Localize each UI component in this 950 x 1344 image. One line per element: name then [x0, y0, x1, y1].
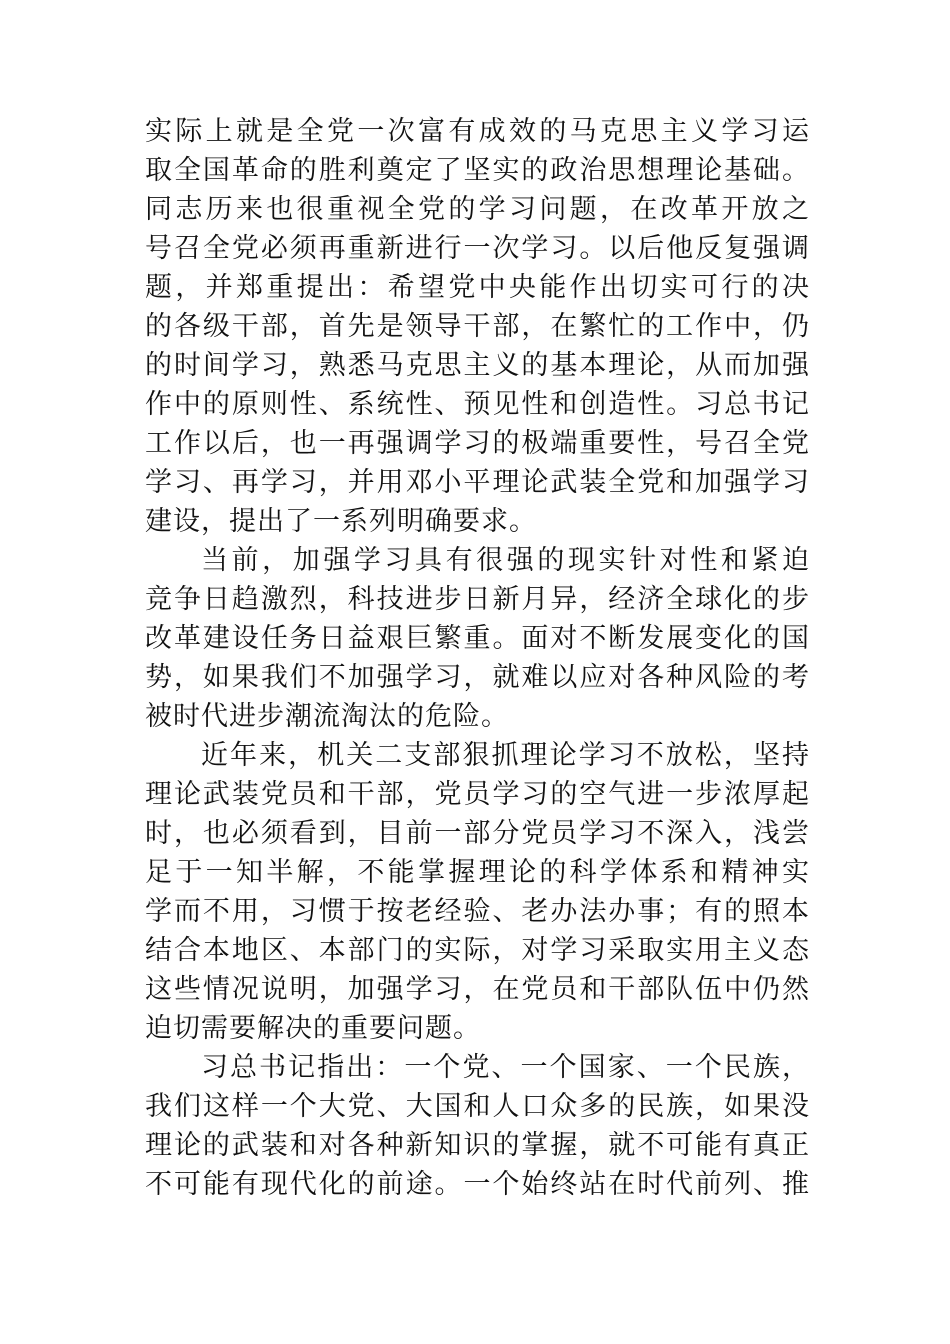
paragraph-3-line: 结合本地区、本部门的实际，对学习采取实用主义态 [145, 935, 810, 966]
paragraph-2-line: 当前，加强学习具有很强的现实针对性和紧迫 [201, 545, 810, 576]
paragraph-3-line: 理论武装党员和干部，党员学习的空气进一步浓厚起 [145, 779, 810, 810]
paragraph-1-line: 作中的原则性、系统性、预见性和创造性。习总书记 [145, 389, 810, 420]
paragraph-3-line: 学而不用，习惯于按老经验、老办法办事；有的照本 [145, 896, 810, 927]
body-text [145, 112, 810, 1204]
paragraph-4-line: 理论的武装和对各种新知识的掌握，就不可能有真正 [145, 1130, 810, 1161]
paragraph-3-line: 迫切需要解决的重要问题。 [145, 1013, 481, 1044]
paragraph-2-line: 被时代进步潮流淘汰的危险。 [145, 701, 509, 732]
paragraph-1-line: 号召全党必须再重新进行一次学习。以后他反复强调 [145, 233, 810, 264]
paragraph-4-line: 习总书记指出：一个党、一个国家、一个民族， [201, 1052, 810, 1083]
paragraph-1-line: 同志历来也很重视全党的学习问题，在改革开放之 [145, 194, 810, 225]
paragraph-4-line: 不可能有现代化的前途。一个始终站在时代前列、推 [145, 1169, 810, 1200]
paragraph-1-line: 实际上就是全党一次富有成效的马克思主义学习运 [145, 116, 810, 147]
paragraph-3-line: 足于一知半解，不能掌握理论的科学体系和精神实 [145, 857, 810, 888]
paragraph-3-line: 近年来，机关二支部狠抓理论学习不放松，坚持 [201, 740, 810, 771]
paragraph-1-line: 学习、再学习，并用邓小平理论武装全党和加强学习 [145, 467, 810, 498]
paragraph-1-line: 工作以后，也一再强调学习的极端重要性，号召全党 [145, 428, 810, 459]
paragraph-4-line: 我们这样一个大党、大国和人口众多的民族，如果没 [145, 1091, 810, 1122]
paragraph-3-line: 这些情况说明，加强学习，在党员和干部队伍中仍然 [145, 974, 810, 1005]
paragraph-1-line: 的各级干部，首先是领导干部，在繁忙的工作中，仍 [145, 311, 810, 342]
paragraph-1-line: 建设，提出了一系列明确要求。 [145, 506, 537, 537]
paragraph-1-line: 题，并郑重提出：希望党中央能作出切实可行的决 [145, 272, 810, 303]
paragraph-2-line: 竞争日趋激烈，科技进步日新月异，经济全球化的步 [145, 584, 810, 615]
paragraph-2-line: 改革建设任务日益艰巨繁重。面对不断发展变化的国 [145, 623, 810, 654]
paragraph-3-line: 时，也必须看到，目前一部分党员学习不深入，浅尝 [145, 818, 810, 849]
paragraph-1-line: 取全国革命的胜利奠定了坚实的政治思想理论基础。 [145, 155, 810, 186]
paragraph-1-line: 的时间学习，熟悉马克思主义的基本理论，从而加强 [145, 350, 810, 381]
paragraph-2-line: 势，如果我们不加强学习，就难以应对各种风险的考 [145, 662, 810, 693]
